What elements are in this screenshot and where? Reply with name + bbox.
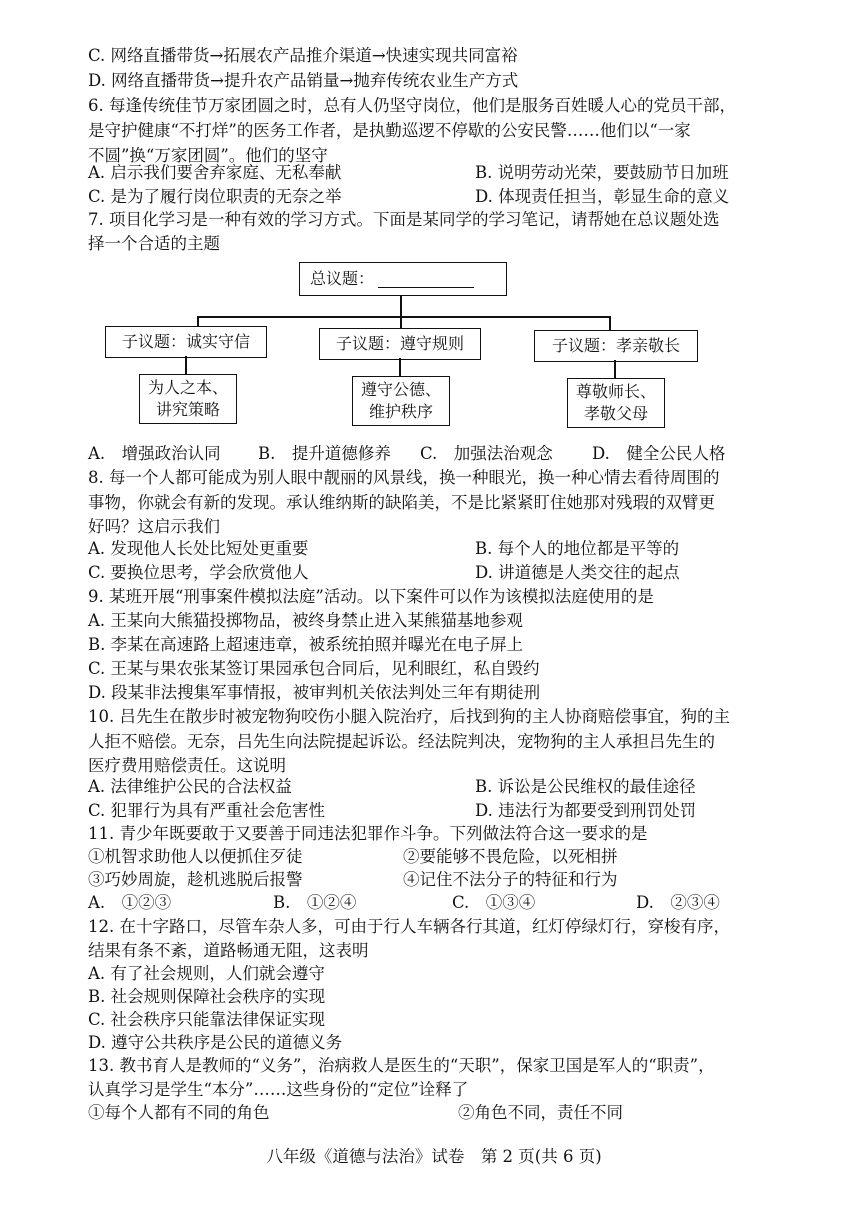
q6-stem-1: 6. 每逢传统佳节万家团圆之时，总有人仍坚守岗位，他们是服务百姓暖人心的党员干部， [88,96,736,115]
q8-stem-2: 事物，你就会有新的发现。承认维纳斯的缺陷美，不是比紧紧盯住她那对残瑕的双臂更 [88,493,715,512]
connector [197,316,609,318]
q9-stem: 9. 某班开展“刑事案件模拟法庭”活动。以下案件可以作为该模拟法庭使用的是 [88,587,654,606]
subtopic-box-3 [534,330,698,362]
q8-stem-3: 好吗？这启示我们 [88,517,220,536]
subtopic-label: 子议题：遵守规则 [335,334,464,353]
q13-item-1: ①每个人都有不同的角色 [88,1103,270,1122]
leaf-label: 维护秩序 [368,402,433,421]
q10-stem-3: 医疗费用赔偿责任。这说明 [88,756,286,775]
page-footer: 八年级《道德与法治》试卷 第 2 页(共 6 页) [266,1147,602,1166]
subtopic-label: 子议题：诚实守信 [121,332,250,351]
q6-stem-3: 不圆”换“万家团圆”。他们的坚守 [88,146,328,165]
q11-option-d: D. ②③④ [636,893,720,912]
connector [197,316,199,326]
leaf-label: 孝敬父母 [583,404,648,423]
q13-stem-1: 13. 教书育人是教师的“义务”，治病救人是医生的“天职”，保家卫国是军人的“职责”， [88,1056,715,1075]
q12-option-d: D. 遵守公共秩序是公民的道德义务 [88,1033,343,1052]
connector [400,316,402,328]
subtopic-box-2 [319,328,481,360]
q10-stem-2: 人拒不赔偿。无奈，吕先生向法院提起诉讼。经法院判决，宠物狗的主人承担吕先生的 [88,732,715,751]
leaf-label: 讲究策略 [155,400,220,419]
q8-option-b: B. 每个人的地位都是平等的 [475,539,680,558]
q11-option-c: C. ①③④ [452,893,536,912]
q12-option-b: B. 社会规则保障社会秩序的实现 [88,987,326,1006]
q5-option-c: C. 网络直播带货→拓展农产品推介渠道→快速实现共同富裕 [88,46,518,65]
root-topic-box [299,262,507,296]
leaf-label: 遵守公德、 [360,380,441,399]
root-topic-label: 总议题： [310,269,375,288]
answer-blank [378,271,474,288]
q8-option-a: A. 发现他人长处比短处更重要 [88,539,309,558]
q11-stem: 11. 青少年既要敢于又要善于同违法犯罪作斗争。下列做法符合这一要求的是 [88,824,648,843]
q12-stem-1: 12. 在十字路口，尽管车杂人多，可由于行人车辆各行其道，红灯停绿灯行，穿梭有序， [88,917,730,936]
q12-stem-2: 结果有条不紊，道路畅通无阻，这表明 [88,941,369,960]
q6-option-b: B. 说明劳动光荣，要鼓励节日加班 [475,163,729,182]
leaf-label: 尊敬师长、 [575,382,656,401]
q9-option-a: A. 王某向大熊猫投掷物品，被终身禁止进入某熊猫基地参观 [88,611,523,630]
q8-option-c: C. 要换位思考，学会欣赏他人 [88,563,309,582]
q13-item-2: ②角色不同，责任不同 [458,1103,623,1122]
q7-stem-1: 7. 项目化学习是一种有效的学习方式。下面是某同学的学习笔记，请帮她在总议题处选 [88,210,720,229]
q7-option-a: A. 增强政治认同 [88,444,221,463]
subtopic-label: 子议题：孝亲敬长 [551,336,680,355]
q7-stem-2: 择一个合适的主题 [88,234,220,253]
q10-option-d: D. 违法行为都要受到刑罚处罚 [475,801,697,820]
q7-option-d: D. 健全公民人格 [592,444,726,463]
q6-option-a: A. 启示我们要舍弃家庭、无私奉献 [88,163,342,182]
connector [399,358,401,376]
q12-option-a: A. 有了社会规则，人们就会遵守 [88,964,325,983]
leaf-box-3 [567,378,665,428]
q11-option-b: B. ①②④ [273,893,357,912]
q13-stem-2: 认真学习是学生“本分”……这些身份的“定位”诠释了 [88,1080,469,1099]
q8-option-d: D. 讲道德是人类交往的起点 [475,563,680,582]
q6-option-c: C. 是为了履行岗位职责的无奈之举 [88,187,342,206]
q11-item-1: ①机智求助他人以便抓住歹徒 [88,847,303,866]
q8-stem-1: 8. 每一个人都可能成为别人眼中靓丽的风景线，换一种眼光，换一种心情去看待周围的 [88,468,720,487]
q6-stem-2: 是守护健康“不打烊”的医务工作者，是执勤巡逻不停歇的公安民警……他们以“一家 [88,121,691,140]
connector [614,360,616,378]
q12-option-c: C. 社会秩序只能靠法律保证实现 [88,1010,326,1029]
q9-option-c: C. 王某与果农张某签订果园承包合同后，见利眼红，私自毁约 [88,659,540,678]
q11-item-4: ④记住不法分子的特征和行为 [403,870,618,889]
connector [400,296,402,316]
q11-item-2: ②要能够不畏危险，以死相拼 [403,847,618,866]
leaf-label: 为人之本、 [147,378,228,397]
q10-option-b: B. 诉讼是公民维权的最佳途径 [475,777,696,796]
q10-option-c: C. 犯罪行为具有严重社会危害性 [88,801,326,820]
subtopic-box-1 [105,326,267,358]
q9-option-b: B. 李某在高速路上超速违章，被系统拍照并曝光在电子屏上 [88,635,524,654]
q11-item-3: ③巧妙周旋，趁机逃脱后报警 [88,870,303,889]
q5-option-d: D. 网络直播带货→提升农产品销量→抛弃传统农业生产方式 [88,71,519,90]
q10-stem-1: 10. 吕先生在散步时被宠物狗咬伤小腿入院治疗，后找到狗的主人协商赔偿事宜，狗的主 [88,707,730,726]
q11-option-a: A. ①②③ [88,893,172,912]
connector [185,356,187,374]
leaf-box-2 [352,376,450,426]
q10-option-a: A. 法律维护公民的合法权益 [88,777,292,796]
q6-option-d: D. 体现责任担当，彰显生命的意义 [475,187,730,206]
connector [609,316,611,330]
q7-option-c: C. 加强法治观念 [420,444,553,463]
q7-option-b: B. 提升道德修养 [258,444,391,463]
q9-option-d: D. 段某非法搜集军事情报，被审判机关依法判处三年有期徒刑 [88,683,541,702]
leaf-box-1 [139,374,237,424]
